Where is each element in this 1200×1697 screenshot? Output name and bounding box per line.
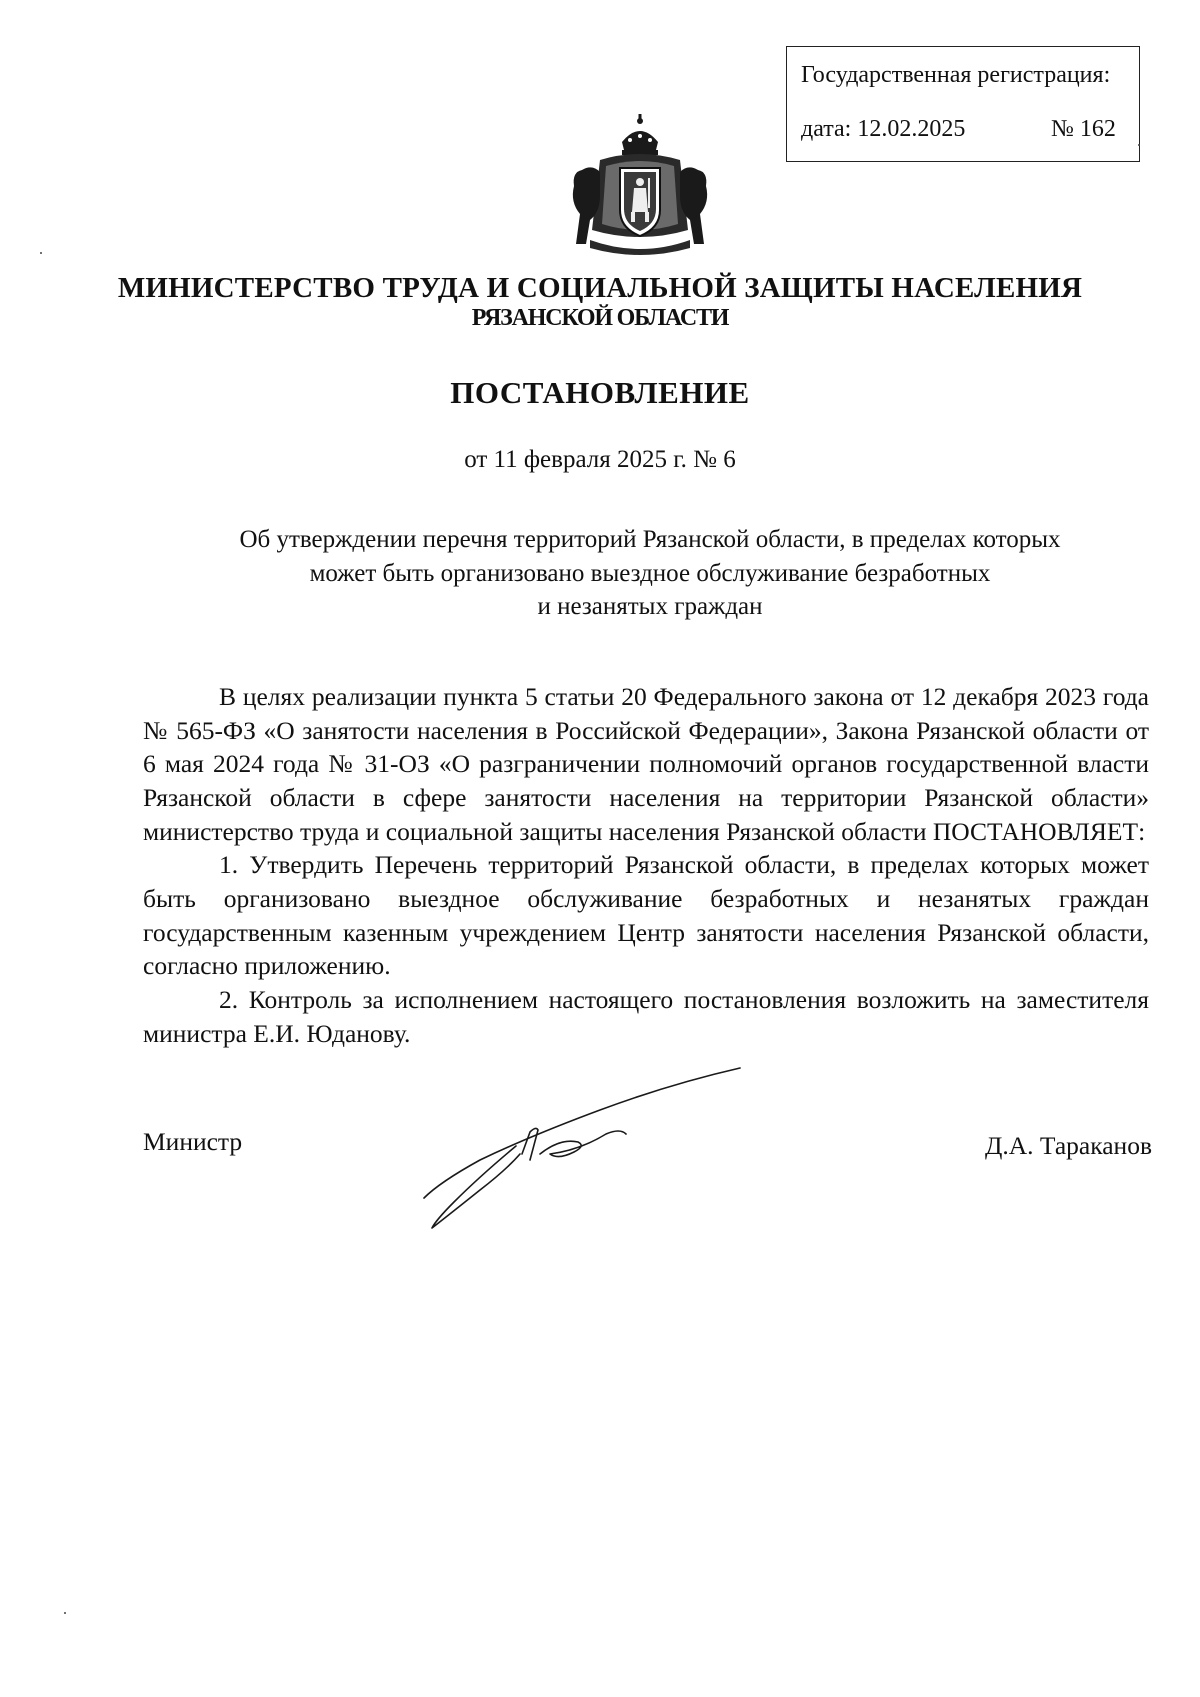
item-1-paragraph: 1. Утвердить Перечень территорий Рязанской области, в пределах которых может быть организовано выездное обслуживание безработных и незанятых граждан государственным казенным учреждением Центр занятости населения Рязанской области, согласно приложению. — [143, 850, 1149, 981]
subject-line3: и незанятых граждан — [537, 593, 763, 620]
scan-speck — [40, 252, 42, 254]
signatory-role: Министр — [143, 1127, 243, 1156]
subject-line2: может быть организовано выездное обслуживание безработных — [309, 559, 991, 587]
ministry-name-line1: МИНИСТЕРСТВО ТРУДА И СОЦИАЛЬНОЙ ЗАЩИТЫ НАСЕЛЕНИЯ — [117, 272, 1083, 304]
registration-date: дата: 12.02.2025 — [801, 116, 966, 142]
ministry-name — [0, 272, 1200, 333]
subject-line1: Об утверждении перечня территорий Рязанской области, в пределах которых — [239, 526, 1061, 553]
document-type: ПОСТАНОВЛЕНИЕ — [450, 375, 750, 410]
signatory-name: Д.А. Тараканов — [984, 1131, 1152, 1160]
registration-title: Государственная регистрация: — [801, 62, 1111, 88]
item-2-paragraph: 2. Контроль за исполнением настоящего постановления возложить на заместителя министра Е.И. Юданову. — [143, 984, 1149, 1048]
registration-stamp — [786, 46, 1140, 162]
ministry-name-line2: РЯЗАНСКОЙ ОБЛАСТИ — [471, 305, 729, 332]
coat-of-arms-icon — [560, 112, 720, 262]
preamble-paragraph: В целях реализации пункта 5 статьи 20 Федерального закона от 12 декабря 2023 года № 565-ФЗ «О занятости населения в Российской Федерации», Закона Рязанской области от 6 мая 2024 года № 31-ОЗ «О разграничении полномочий органов государственной власти Рязанской области в сфере занятости населения на территории Рязанской области» министерство труда и социальной защиты населения Рязанской области ПОСТАНОВЛЯЕТ: — [143, 682, 1149, 846]
registration-row — [801, 115, 1116, 144]
scan-speck — [64, 1612, 66, 1614]
registration-number: № 162 — [1051, 116, 1116, 142]
document-date-number: от 11 февраля 2025 г. № 6 — [464, 446, 736, 473]
handwritten-signature-icon — [410, 1050, 750, 1250]
scan-speck — [1138, 144, 1140, 146]
document-body — [143, 680, 1149, 1050]
document-subject — [150, 523, 1150, 624]
